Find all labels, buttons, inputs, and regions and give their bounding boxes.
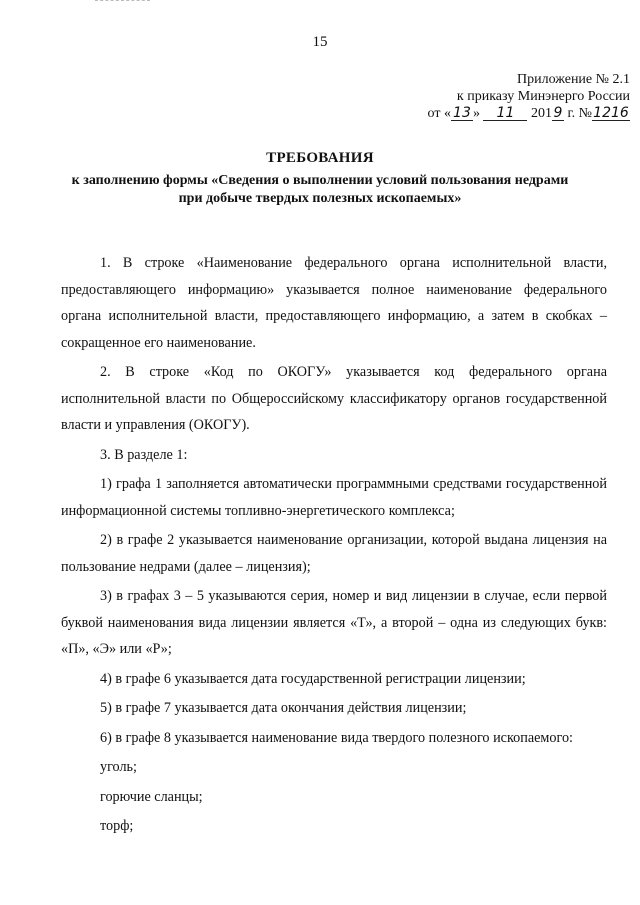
date-prefix: от « [427, 106, 451, 121]
list-item-coal: уголь; [100, 759, 137, 775]
paragraph-3-5: 5) в графе 7 указывается дата окончания действия лицензии; [100, 700, 467, 716]
number-prefix: г. № [563, 106, 592, 121]
document-subtitle [40, 172, 600, 208]
list-item-peat: торф; [100, 818, 134, 834]
paragraph-3: 3. В разделе 1: [100, 446, 188, 463]
paragraph-1: 1. В строке «Наименование федерального органа исполнительной власти, предоставляющего информацию» указывается полное наименование федерального органа исполнительной власти, предоставляющего информацию, а затем в скобках – сокращенное его наименование. [61, 255, 607, 351]
appendix-line-1: Приложение № 2.1 [517, 72, 630, 87]
paragraph-3-6: 6) в графе 8 указывается наименование вида твердого полезного ископаемого: [100, 729, 573, 746]
paragraph-2: 2. В строке «Код по ОКОГУ» указывается код федерального органа исполнительной власти по Общероссийскому классификатору органов государственной власти и управления (ОКОГУ). [61, 364, 607, 433]
date-month: 11 [483, 106, 527, 121]
appendix-header [400, 71, 630, 122]
appendix-line-2: к приказу Минэнерго России [456, 89, 630, 104]
order-number: 1216 [593, 105, 629, 121]
list-item-oil-shale: горючие сланцы; [100, 788, 203, 805]
paragraph-3-2: 2) в графе 2 указывается наименование организации, которой выдана лицензия на пользование недрами (далее – лицензия); [61, 532, 607, 575]
paragraph-3-4: 4) в графе 6 указывается дата государственной регистрации лицензии; [100, 670, 526, 687]
paragraph-3-1: 1) графа 1 заполняется автоматически программными средствами государственной информационной системы топливно-энергетического комплекса; [61, 476, 607, 519]
paragraph-3-3: 3) в графах 3 – 5 указываются серия, номер и вид лицензии в случае, если первой буквой наименования вида лицензии является «Т», а второй – одна из следующих букв: «П», «Э» или «Р»; [61, 588, 607, 657]
subtitle-line-1: к заполнению формы «Сведения о выполнении условий пользования недрами [71, 173, 569, 188]
appendix-line-3 [400, 105, 630, 122]
date-quote: » [472, 106, 480, 121]
page-number: 15 [312, 34, 328, 50]
date-day: 13 [451, 106, 473, 121]
document-title: ТРЕБОВАНИЯ [266, 150, 374, 166]
date-year-digit: 9 [553, 105, 563, 121]
document-body [61, 250, 607, 840]
subtitle-line-2: при добыче твердых полезных ископаемых» [178, 191, 462, 206]
scan-artifact [95, 0, 150, 2]
date-year-prefix: 201 [530, 106, 552, 121]
